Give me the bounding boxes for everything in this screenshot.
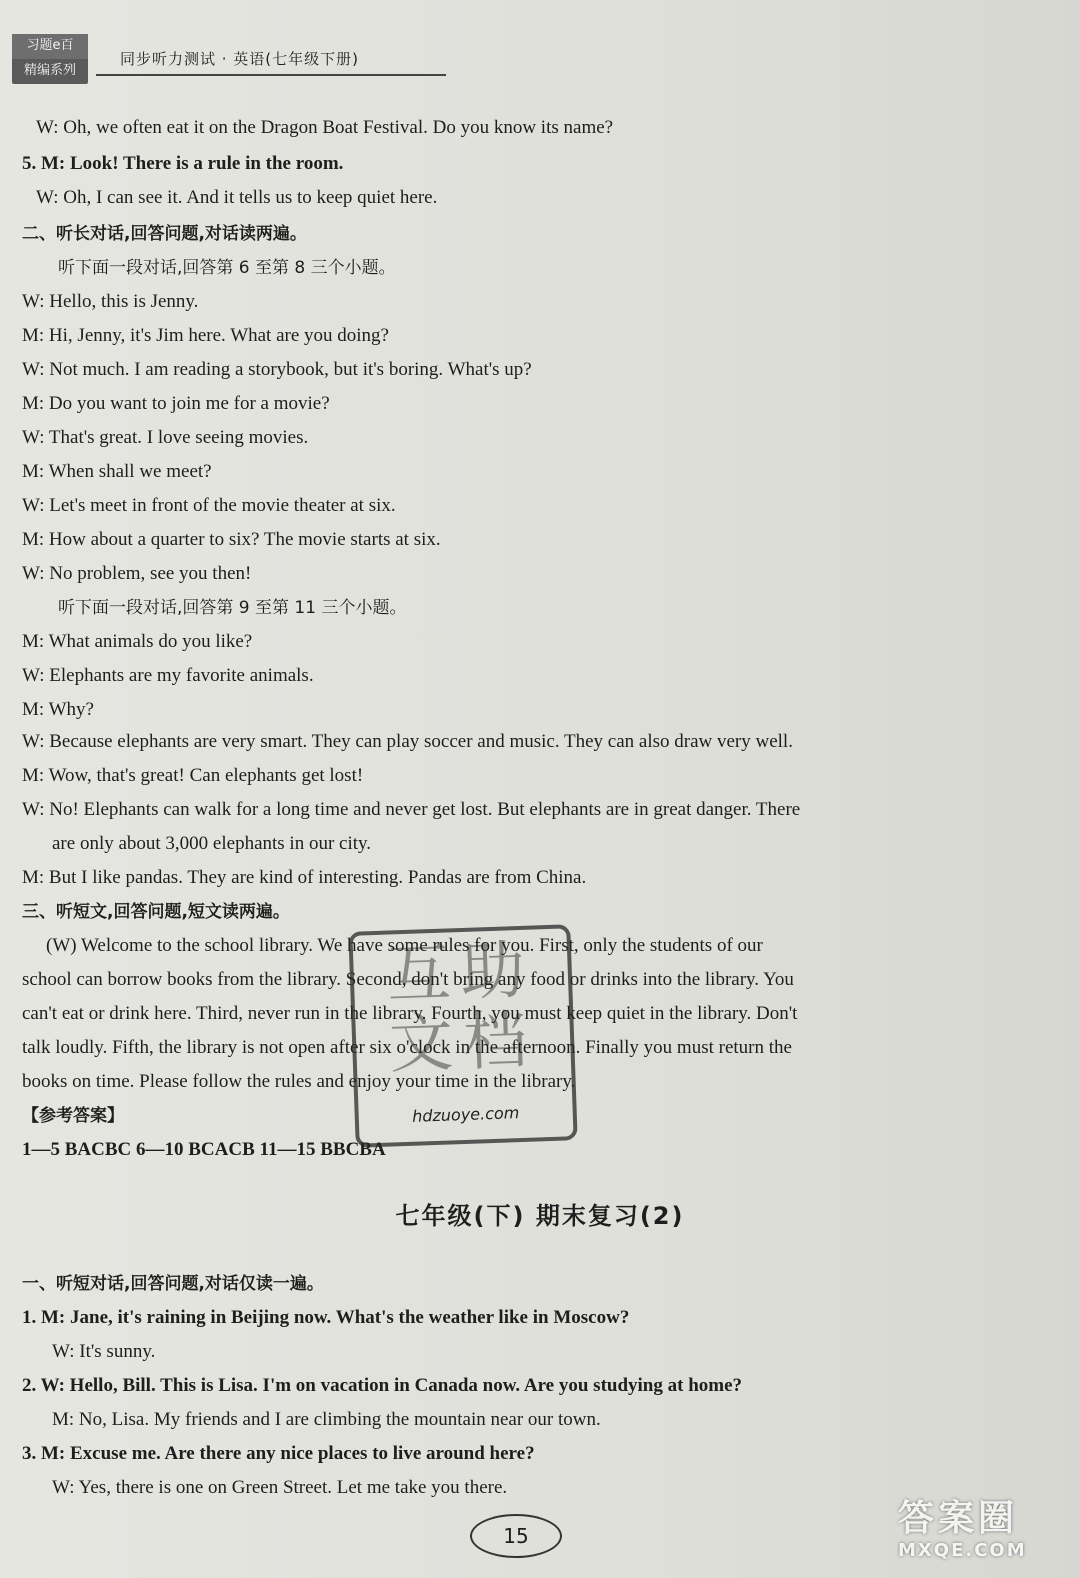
dialogue-line: W: Oh, we often eat it on the Dragon Boat Festival. Do you know its name? [36, 117, 614, 138]
corner-watermark-logo: 答案圈 [898, 1498, 1019, 1539]
answer-key: 1—5 BACBC 6—10 BCACB 11—15 BBCBA [22, 1139, 386, 1160]
corner-watermark-url: MXQE.COM [898, 1540, 1027, 1561]
series-logo [12, 34, 88, 84]
dialogue-line: M: Why? [22, 699, 94, 720]
page-number: 15 [470, 1514, 562, 1558]
dialogue-line: M: When shall we meet? [22, 461, 212, 482]
section-heading: 二、听长对话,回答问题,对话读两遍。 [22, 224, 307, 244]
watermark-chars: 互助文档 [385, 933, 539, 1083]
dialogue-line: W: It's sunny. [52, 1341, 156, 1362]
dialogue-line: W: No! Elephants can walk for a long time and never get lost. But elephants are in great danger. There [22, 799, 801, 820]
header-title: 同步听力测试 · 英语(七年级下册) [120, 50, 360, 68]
dialogue-line: W: Because elephants are very smart. They can play soccer and music. They can also draw very well. [22, 731, 793, 752]
passage-line: (W) Welcome to the school library. We have some rules for you. First, only the students of our [46, 935, 763, 956]
dialogue-line: M: Wow, that's great! Can elephants get lost! [22, 765, 364, 786]
logo-line2: 精编系列 [23, 63, 76, 78]
passage-line: books on time. Please follow the rules and enjoy your time in the library. [22, 1071, 576, 1092]
dialogue-line: W: Not much. I am reading a storybook, but it's boring. What's up? [22, 359, 532, 380]
dialogue-line: 2. W: Hello, Bill. This is Lisa. I'm on vacation in Canada now. Are you studying at home? [22, 1375, 743, 1396]
logo-line1: 习题e百 [12, 34, 88, 59]
passage-line: school can borrow books from the library. Second, don't bring any food or drinks into the library. You [22, 969, 794, 990]
dialogue-line: M: Do you want to join me for a movie? [22, 393, 330, 414]
dialogue-line: are only about 3,000 elephants in our city. [52, 833, 372, 854]
section-heading: 一、听短对话,回答问题,对话仅读一遍。 [22, 1274, 324, 1294]
passage-line: talk loudly. Fifth, the library is not open after six o'clock in the afternoon. Finally you must return the [22, 1037, 792, 1058]
passage-line: can't eat or drink here. Third, never run in the library. Fourth, you must keep quiet in the library. Don't [22, 1003, 798, 1024]
dialogue-line: 5. M: Look! There is a rule in the room. [22, 153, 344, 174]
dialogue-line: W: No problem, see you then! [22, 563, 252, 584]
watermark-url: hdzuoye.com [411, 1103, 520, 1126]
dialogue-line: W: That's great. I love seeing movies. [22, 427, 309, 448]
dialogue-line: W: Yes, there is one on Green Street. Let me take you there. [52, 1477, 508, 1498]
section-title: 七年级(下) 期末复习(2) [395, 1202, 685, 1230]
section-heading: 三、听短文,回答问题,短文读两遍。 [22, 902, 290, 922]
answer-heading: 【参考答案】 [22, 1106, 124, 1126]
dialogue-line: W: Let's meet in front of the movie theater at six. [22, 495, 396, 516]
corner-watermark [898, 1498, 1066, 1566]
dialogue-line: M: But I like pandas. They are kind of interesting. Pandas are from China. [22, 867, 587, 888]
dialogue-line: M: How about a quarter to six? The movie starts at six. [22, 529, 441, 550]
dialogue-line: W: Hello, this is Jenny. [22, 291, 199, 312]
dialogue-line: W: Oh, I can see it. And it tells us to keep quiet here. [36, 187, 438, 208]
dialogue-line: 1. M: Jane, it's raining in Beijing now. What's the weather like in Moscow? [22, 1307, 630, 1328]
header-rule [96, 74, 446, 76]
dialogue-line: M: What animals do you like? [22, 631, 253, 652]
dialogue-line: M: No, Lisa. My friends and I are climbing the mountain near our town. [52, 1409, 601, 1430]
instruction: 听下面一段对话,回答第 9 至第 11 三个小题。 [58, 598, 407, 618]
dialogue-line: W: Elephants are my favorite animals. [22, 665, 314, 686]
instruction: 听下面一段对话,回答第 6 至第 8 三个小题。 [58, 258, 396, 278]
dialogue-line: 3. M: Excuse me. Are there any nice places to live around here? [22, 1443, 535, 1464]
dialogue-line: M: Hi, Jenny, it's Jim here. What are you doing? [22, 325, 389, 346]
